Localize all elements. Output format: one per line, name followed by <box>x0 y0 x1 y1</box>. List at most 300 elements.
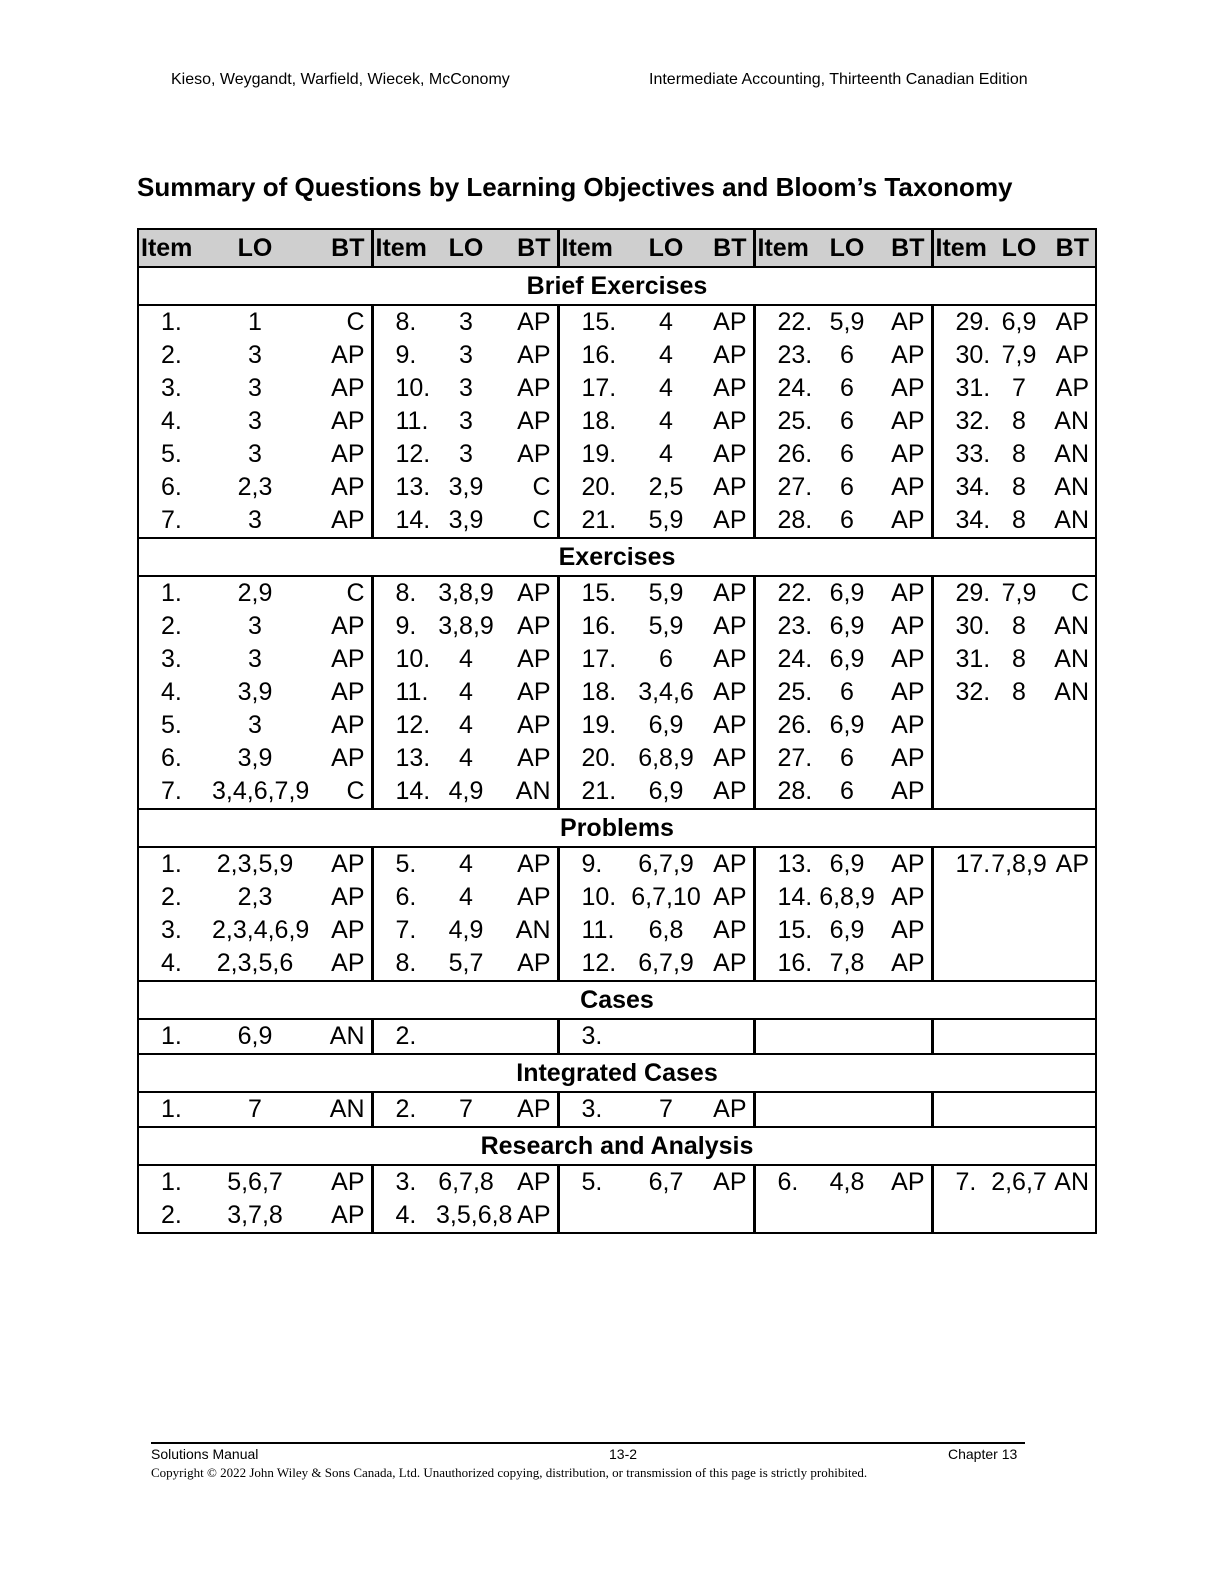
lo-cell: 2,5 <box>648 473 684 501</box>
lo-cell: 2,9 <box>237 579 273 607</box>
bt-cell: AN <box>1048 1165 1096 1199</box>
item-cell <box>932 881 990 914</box>
item-cell: 3. <box>372 1165 436 1199</box>
table-row <box>138 775 1096 809</box>
column-header-item: Item <box>372 229 436 267</box>
bt-cell: AP <box>517 711 551 739</box>
bt-cell: AP <box>517 440 551 468</box>
item-cell: 17. <box>558 372 626 405</box>
table-row <box>138 847 1096 881</box>
item-cell: 15. <box>558 576 626 610</box>
bt-cell: AP <box>713 1168 747 1196</box>
bt-cell: AP <box>331 1168 365 1196</box>
bt-cell: AP <box>517 645 551 673</box>
item-cell: 10. <box>372 372 436 405</box>
bt-cell: AN <box>496 775 558 809</box>
table-row <box>138 471 1096 504</box>
bt-cell: AP <box>891 744 925 772</box>
item-cell: 34. <box>932 471 990 504</box>
footer-divider <box>151 1442 1025 1444</box>
bt-cell <box>884 1092 932 1127</box>
bt-cell: AN <box>1048 438 1096 471</box>
lo-cell <box>990 709 1048 742</box>
lo-cell: 6,9 <box>212 1019 298 1054</box>
item-cell: 6. <box>138 471 212 504</box>
bt-cell: C <box>346 308 365 336</box>
column-header-item: Item <box>754 229 810 267</box>
lo-cell: 6,8,9 <box>638 744 694 772</box>
lo-cell: 3 <box>459 341 473 369</box>
bt-cell: AP <box>713 612 747 640</box>
column-header-item: Item <box>558 229 626 267</box>
bt-cell: AP <box>891 916 925 944</box>
bt-cell: AP <box>298 947 372 981</box>
lo-cell: 6 <box>840 473 854 501</box>
lo-cell <box>810 1092 884 1127</box>
bt-cell: AP <box>331 473 365 501</box>
item-cell <box>932 914 990 947</box>
lo-cell: 6 <box>840 678 854 706</box>
summary-table <box>137 228 1097 1234</box>
bt-cell: AP <box>517 341 551 369</box>
column-header-bt: BT <box>706 229 754 267</box>
item-cell: 21. <box>558 775 626 809</box>
lo-cell: 3 <box>248 407 262 435</box>
bt-cell <box>1048 709 1096 742</box>
bt-cell: AP <box>331 916 365 944</box>
item-cell: 4. <box>372 1199 436 1233</box>
column-header-row <box>138 229 1096 267</box>
lo-cell: 3,8,9 <box>438 579 494 607</box>
section-heading: Research and Analysis <box>138 1127 1096 1165</box>
column-header-lo: LO <box>436 229 496 267</box>
item-cell: 29. <box>932 576 990 610</box>
lo-cell: 4 <box>659 407 673 435</box>
item-cell: 25. <box>754 405 810 438</box>
lo-cell <box>626 1019 706 1054</box>
item-cell: 3. <box>558 1019 626 1054</box>
lo-cell: 4,9 <box>448 916 484 944</box>
item-cell: 9. <box>558 847 626 881</box>
item-cell: 30. <box>932 339 990 372</box>
lo-cell: 6 <box>840 440 854 468</box>
item-cell: 18. <box>558 676 626 709</box>
bt-cell <box>884 1019 932 1054</box>
item-cell: 7. <box>138 775 212 809</box>
table-row <box>138 305 1096 339</box>
lo-cell: 4 <box>459 645 473 673</box>
lo-cell: 4 <box>459 850 473 878</box>
bt-cell: AP <box>517 678 551 706</box>
bt-cell: AP <box>1048 339 1096 372</box>
item-cell: 3. <box>138 372 212 405</box>
item-cell: 16. <box>558 339 626 372</box>
bt-cell <box>1048 1199 1096 1233</box>
item-cell: 17. <box>558 643 626 676</box>
bt-cell: AP <box>331 407 365 435</box>
lo-cell: 6,9 <box>648 711 684 739</box>
item-cell: 3. <box>138 914 212 947</box>
item-cell: 3. <box>558 1092 626 1127</box>
item-cell: 27. <box>754 471 810 504</box>
item-cell: 15. <box>754 914 810 947</box>
item-cell: 6. <box>138 742 212 775</box>
lo-cell: 6,9 <box>829 916 865 944</box>
item-cell: 7. <box>372 914 436 947</box>
bt-cell: C <box>532 473 551 501</box>
table-row <box>138 1019 1096 1054</box>
bt-cell: AP <box>517 1168 551 1196</box>
bt-cell: AP <box>891 612 925 640</box>
bt-cell: AP <box>713 916 747 944</box>
lo-cell: 3,9 <box>448 473 484 501</box>
lo-cell: 4 <box>459 711 473 739</box>
column-header-bt: BT <box>1048 229 1096 267</box>
lo-cell: 6 <box>659 645 673 673</box>
lo-cell: 2,3,5,9 <box>216 850 294 878</box>
lo-cell: 7,9 <box>1001 341 1037 369</box>
item-cell: 30. <box>932 610 990 643</box>
bt-cell: AP <box>891 473 925 501</box>
bt-cell: AN <box>1048 471 1096 504</box>
lo-cell: 3,9 <box>237 678 273 706</box>
lo-cell: 3 <box>248 711 262 739</box>
lo-cell: 5,7 <box>436 947 496 981</box>
bt-cell: AP <box>713 883 747 911</box>
lo-cell: 6,7,9 <box>626 947 706 981</box>
item-cell: 3. <box>138 643 212 676</box>
section-heading: Brief Exercises <box>138 267 1096 305</box>
table-row <box>138 1092 1096 1127</box>
bt-cell: AP <box>517 579 551 607</box>
footer-page-number: 13-2 <box>609 1446 638 1462</box>
lo-cell: 4,8 <box>829 1168 865 1196</box>
section-heading: Exercises <box>138 538 1096 576</box>
item-cell <box>932 947 990 981</box>
item-cell: 10. <box>558 881 626 914</box>
lo-cell <box>990 1019 1048 1054</box>
item-cell: 34. <box>932 504 990 538</box>
section-heading: Integrated Cases <box>138 1054 1096 1092</box>
item-cell <box>558 1199 626 1233</box>
bt-cell: AN <box>515 916 551 944</box>
page-title: Summary of Questions by Learning Objectives and Bloom’s Taxonomy <box>137 172 1013 202</box>
item-cell <box>932 709 990 742</box>
bt-cell: AN <box>1048 676 1096 709</box>
bt-cell <box>706 1199 754 1233</box>
lo-cell <box>990 947 1048 981</box>
footer-left: Solutions Manual <box>151 1446 259 1462</box>
item-cell: 4. <box>138 947 212 981</box>
bt-cell: AN <box>1048 504 1096 538</box>
column-header-bt: BT <box>884 229 932 267</box>
bt-cell: AP <box>891 374 925 402</box>
bt-cell: AP <box>713 678 747 706</box>
column-header-lo: LO <box>810 229 884 267</box>
lo-cell: 5,9 <box>626 504 706 538</box>
item-cell: 8. <box>372 576 436 610</box>
bt-cell: AP <box>884 947 932 981</box>
lo-cell: 3 <box>459 374 473 402</box>
item-cell: 2. <box>138 339 212 372</box>
item-cell: 14. <box>754 881 810 914</box>
item-cell: 6. <box>754 1165 810 1199</box>
lo-cell: 4 <box>459 883 473 911</box>
item-cell: 1. <box>138 1092 212 1127</box>
lo-cell: 3,8,9 <box>438 612 494 640</box>
bt-cell: AP <box>713 341 747 369</box>
lo-cell <box>626 1199 706 1233</box>
item-cell: 16. <box>558 610 626 643</box>
item-cell: 20. <box>558 471 626 504</box>
item-cell: 16. <box>754 947 810 981</box>
item-cell: 24. <box>754 372 810 405</box>
lo-cell: 5,9 <box>648 579 684 607</box>
bt-cell: AP <box>517 883 551 911</box>
item-cell: 28. <box>754 775 810 809</box>
bt-cell: AP <box>713 645 747 673</box>
bt-cell: AP <box>331 883 365 911</box>
item-cell <box>932 775 990 809</box>
bt-cell: AP <box>496 1199 558 1233</box>
bt-cell: AP <box>713 850 747 878</box>
bt-cell: AP <box>713 374 747 402</box>
bt-cell: AP <box>517 308 551 336</box>
bt-cell: AP <box>331 711 365 739</box>
item-cell: 11. <box>372 676 436 709</box>
item-cell: 31. <box>932 372 990 405</box>
item-cell: 1. <box>138 847 212 881</box>
table-row <box>138 1165 1096 1199</box>
item-cell: 1. <box>138 305 212 339</box>
lo-cell: 6 <box>810 504 884 538</box>
lo-cell: 3 <box>459 308 473 336</box>
item-cell: 14. <box>372 504 436 538</box>
lo-cell: 2,3 <box>237 883 273 911</box>
table-row <box>138 881 1096 914</box>
lo-cell <box>990 1199 1048 1233</box>
lo-cell: 6,9 <box>829 711 865 739</box>
table-row <box>138 610 1096 643</box>
item-cell: 5. <box>372 847 436 881</box>
lo-cell: 6 <box>840 407 854 435</box>
bt-cell: AP <box>517 407 551 435</box>
table-row <box>138 339 1096 372</box>
column-header-item: Item <box>138 229 212 267</box>
bt-cell: AP <box>331 850 365 878</box>
bt-cell: AP <box>706 1092 754 1127</box>
lo-cell: 3,5,6,8 <box>436 1199 496 1233</box>
lo-cell <box>990 1092 1048 1127</box>
lo-cell: 3,9 <box>237 744 273 772</box>
lo-cell: 8 <box>1012 645 1026 673</box>
table-row <box>138 914 1096 947</box>
lo-cell: 3 <box>459 440 473 468</box>
item-cell <box>932 1092 990 1127</box>
summary-table-body <box>138 229 1096 1233</box>
lo-cell: 7 <box>436 1092 496 1127</box>
bt-cell <box>706 1019 754 1054</box>
bt-cell <box>1048 1019 1096 1054</box>
table-row <box>138 405 1096 438</box>
item-cell <box>932 1019 990 1054</box>
bt-cell: AP <box>298 1199 372 1233</box>
copyright-notice: Copyright © 2022 John Wiley & Sons Canada, Ltd. Unauthorized copying, distribution, or transmission of this page is strictly prohibited. <box>151 1465 868 1480</box>
lo-cell <box>810 1199 884 1233</box>
bt-cell: AP <box>891 407 925 435</box>
bt-cell: AP <box>517 850 551 878</box>
lo-cell: 3 <box>248 645 262 673</box>
running-header-book-title: Intermediate Accounting, Thirteenth Canadian Edition <box>649 71 1028 88</box>
lo-cell: 4 <box>659 440 673 468</box>
item-cell: 26. <box>754 709 810 742</box>
lo-cell: 7 <box>1012 374 1026 402</box>
lo-cell: 2,3,5,6 <box>212 947 298 981</box>
bt-cell <box>1048 1092 1096 1127</box>
lo-cell <box>990 775 1048 809</box>
item-cell: 32. <box>932 676 990 709</box>
lo-cell: 7,9 <box>1001 579 1037 607</box>
bt-cell: AP <box>713 308 747 336</box>
lo-cell: 3,4,6 <box>638 678 694 706</box>
item-cell: 11. <box>558 914 626 947</box>
lo-cell: 8 <box>1012 407 1026 435</box>
lo-cell: 3,4,6,7,9 <box>212 775 298 809</box>
table-row <box>138 1199 1096 1233</box>
section-heading-row <box>138 267 1096 305</box>
item-cell: 13. <box>372 471 436 504</box>
item-cell: 14. <box>372 775 436 809</box>
bt-cell: AP <box>713 473 747 501</box>
item-cell: 33. <box>932 438 990 471</box>
bt-cell: AP <box>331 612 365 640</box>
lo-cell <box>990 881 1048 914</box>
lo-cell: 7 <box>212 1092 298 1127</box>
bt-cell: AP <box>331 440 365 468</box>
lo-cell: 6,9 <box>829 645 865 673</box>
bt-cell: AP <box>891 1168 925 1196</box>
item-cell: 7. <box>932 1165 990 1199</box>
item-cell: 4. <box>138 676 212 709</box>
running-header-authors: Kieso, Weygandt, Warfield, Wiecek, McConomy <box>171 71 510 88</box>
table-row <box>138 676 1096 709</box>
section-heading-row <box>138 1054 1096 1092</box>
bt-cell: AN <box>1048 405 1096 438</box>
item-cell: 18. <box>558 405 626 438</box>
lo-cell: 6 <box>810 775 884 809</box>
item-cell: 20. <box>558 742 626 775</box>
bt-cell: C <box>346 579 365 607</box>
bt-cell: AP <box>891 883 925 911</box>
lo-cell: 4 <box>659 374 673 402</box>
bt-cell: AP <box>1048 847 1096 881</box>
lo-cell: 7,8,9 <box>991 850 1047 878</box>
lo-cell: 6,7,8 <box>438 1168 494 1196</box>
table-row <box>138 438 1096 471</box>
lo-cell: 2,3 <box>237 473 273 501</box>
item-cell: 19. <box>558 709 626 742</box>
lo-cell: 8 <box>1012 612 1026 640</box>
bt-cell: AP <box>891 308 925 336</box>
item-cell: 5. <box>138 438 212 471</box>
lo-cell: 6,8,9 <box>819 883 875 911</box>
lo-cell: 8 <box>1012 678 1026 706</box>
bt-cell: AP <box>496 947 558 981</box>
bt-cell: AP <box>1048 305 1096 339</box>
bt-cell: AP <box>713 440 747 468</box>
column-header-bt: BT <box>496 229 558 267</box>
lo-cell: 4,9 <box>436 775 496 809</box>
lo-cell: 3,9 <box>436 504 496 538</box>
bt-cell: AP <box>331 645 365 673</box>
footer-chapter: Chapter 13 <box>948 1446 1018 1462</box>
item-cell: 26. <box>754 438 810 471</box>
lo-cell <box>436 1019 496 1054</box>
item-cell: 19. <box>558 438 626 471</box>
item-cell: 5. <box>558 1165 626 1199</box>
item-cell: 1. <box>138 1165 212 1199</box>
bt-cell <box>1048 947 1096 981</box>
item-cell <box>932 1199 990 1233</box>
bt-cell: AP <box>331 744 365 772</box>
item-cell: 12. <box>558 947 626 981</box>
item-cell: 13. <box>754 847 810 881</box>
item-cell: 12. <box>372 709 436 742</box>
lo-cell <box>990 742 1048 775</box>
bt-cell <box>1048 742 1096 775</box>
lo-cell: 5,9 <box>829 308 865 336</box>
bt-cell <box>1048 881 1096 914</box>
bt-cell: AP <box>706 947 754 981</box>
section-heading: Problems <box>138 809 1096 847</box>
bt-cell: AP <box>331 341 365 369</box>
lo-cell: 3 <box>248 374 262 402</box>
lo-cell: 3 <box>248 612 262 640</box>
bt-cell: C <box>496 504 558 538</box>
lo-cell: 6,7,9 <box>638 850 694 878</box>
item-cell: 22. <box>754 305 810 339</box>
column-header-lo: LO <box>626 229 706 267</box>
column-header-item: Item <box>932 229 990 267</box>
lo-cell: 6,8 <box>648 916 684 944</box>
table-row <box>138 709 1096 742</box>
section-heading-row <box>138 1127 1096 1165</box>
lo-cell: 6 <box>840 374 854 402</box>
section-heading-row <box>138 538 1096 576</box>
item-cell: 24. <box>754 643 810 676</box>
item-cell: 23. <box>754 610 810 643</box>
bt-cell: C <box>1048 576 1096 610</box>
table-row <box>138 504 1096 538</box>
section-heading-row <box>138 809 1096 847</box>
item-cell: 8. <box>372 305 436 339</box>
lo-cell: 8 <box>990 504 1048 538</box>
lo-cell <box>810 1019 884 1054</box>
bt-cell <box>1048 775 1096 809</box>
item-cell: 2. <box>138 1199 212 1233</box>
bt-cell <box>884 1199 932 1233</box>
lo-cell <box>990 914 1048 947</box>
table-row <box>138 576 1096 610</box>
bt-cell: AP <box>713 579 747 607</box>
item-cell: 2. <box>138 881 212 914</box>
item-cell <box>754 1019 810 1054</box>
lo-cell: 8 <box>1012 473 1026 501</box>
lo-cell: 3 <box>248 341 262 369</box>
item-cell: 8. <box>372 947 436 981</box>
lo-cell: 7 <box>626 1092 706 1127</box>
bt-cell: AP <box>891 678 925 706</box>
